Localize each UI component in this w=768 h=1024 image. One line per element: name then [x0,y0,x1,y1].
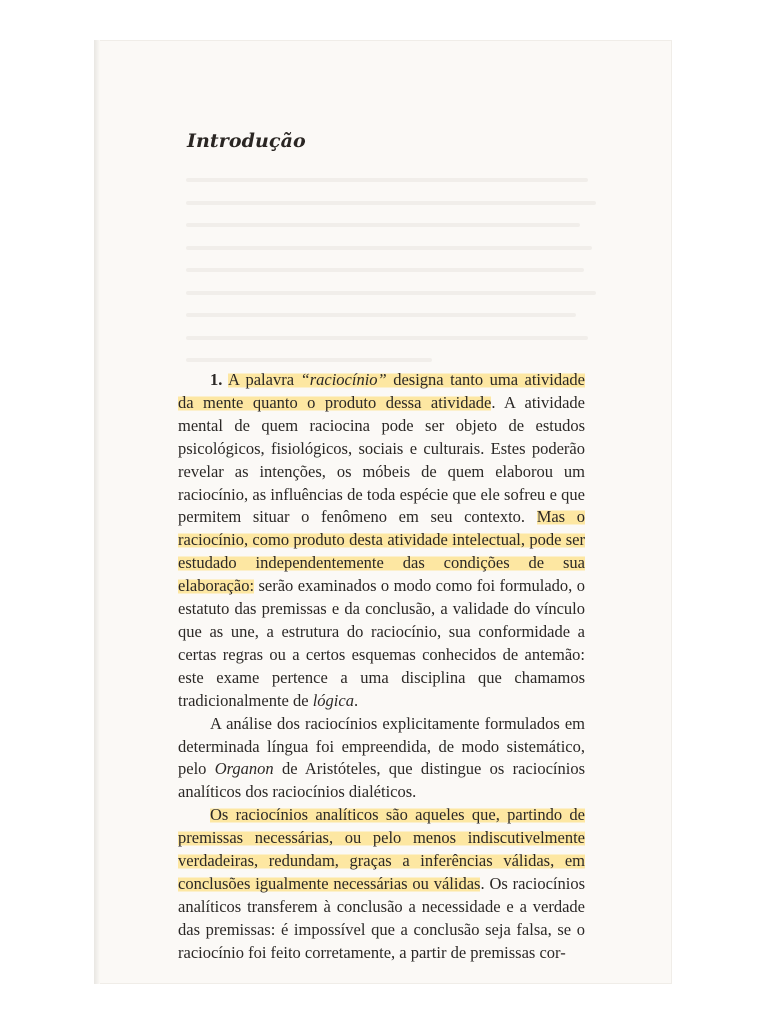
text-run: A análise dos raciocínios explicitamente formulados em determinada língua foi empreendida, de modo sistemático, pelo [178,713,585,779]
text-run: . [353,690,359,710]
book-page [94,40,672,984]
text-run: de Aristóteles, que distingue os raciocínios analíticos dos raciocínios dialéticos. [178,759,585,802]
text-run: . Os raciocínios analíticos transferem à conclusão a necessidade e a verdade das premissas: é impossível que a conclusão seja falsa, se o raciocínio foi feito corretamente, a partir de premissas cor- [178,873,585,962]
highlighted-text: Mas o raciocínio, como produto desta atividade intelectual, pode ser estudado independentemente das condições de sua elaboração: [178,507,585,596]
highlighted-text: designa tanto uma atividade da mente quanto o produto dessa atividade [178,370,585,412]
section-heading: Introdução [187,130,306,152]
show-through-lines [186,178,596,381]
highlighted-text: A palavra [227,370,301,389]
highlighted-italic-text: “raciocínio” [300,370,387,389]
paragraph [178,369,585,713]
highlighted-text: Os raciocínios analíticos são aqueles que, partindo de premissas necessárias, ou pelo menos indiscutivelmente verdadeiras, redundam, graças a inferências válidas, em conclusões igualmente necessárias ou válidas [178,805,585,893]
paragraph [178,713,585,805]
text-run: serão examinados o modo como foi formulado, o estatuto das premissas e da conclusão, a validade do vínculo que as une, a estrutura do raciocínio, sua conformidade a certas regras ou a certos esquemas conhecidos de antemão: este exame pertence a uma disciplina que chamamos tradicionalmente de [178,576,585,710]
italic-text: Organon [214,759,274,779]
paragraph-number: 1. [210,370,223,389]
text-run: . A atividade mental de quem raciocina pode ser objeto de estudos psicológicos, fisiológicos, sociais e culturais. Estes poderão revelar as intenções, os móbeis de quem elaborou um raciocínio, as influências de toda espécie que ele sofreu e que permitem situar o fenômeno em seu contexto. [178,392,585,527]
italic-text: lógica [312,690,354,710]
body-text [178,369,585,965]
paragraph [178,804,585,964]
